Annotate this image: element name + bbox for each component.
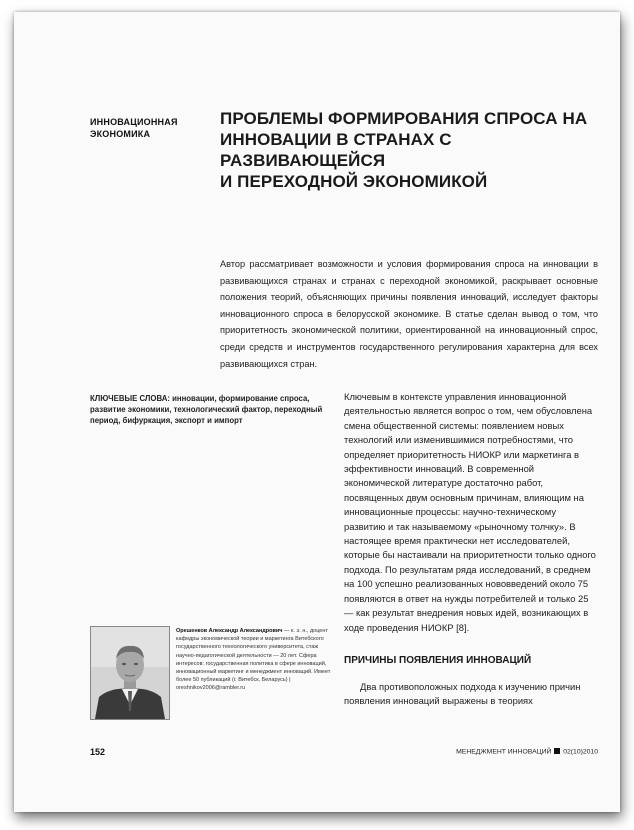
journal-name: МЕНЕДЖМЕНТ ИННОВАЦИЙ	[456, 748, 552, 756]
title-line: ИННОВАЦИИ В СТРАНАХ С РАЗВИВАЮЩЕЙСЯ	[220, 130, 452, 170]
section-label	[90, 116, 200, 140]
journal-footer	[448, 748, 598, 756]
author-photo	[90, 626, 170, 720]
title-line: ПРОБЛЕМЫ ФОРМИРОВАНИЯ СПРОСА НА	[220, 109, 588, 128]
body-paragraph: Два противоположных подхода к изучению причин появления инноваций выражены в теориях	[344, 681, 581, 707]
author-bio: — к. э. н., доцент кафедры экономической теории и маркетинга Витебского государственного технологического университета, стаж научно-педагогической деятельности — 20 лет. Сфера интересов: государственная политика в сфере инноваций, инновационный маркетинг и менеджмент инноваций. Имеет более 50 публикаций (г. Витебск, Беларусь) | oreshnikov2006@rambler.ru	[176, 628, 331, 692]
journal-page	[14, 12, 620, 812]
body-paragraph: Ключевым в контексте управления инновационной деятельностью является вопрос о том, чем обусловлена смена общественной системы: появлением новых технологий или изменившимися потребностями, что определяет приоритетность НИОКР или маркетинга в эффективности инноваций. В современной экономической литературе достаточно работ, посвященных двум основным причинам, влияющим на инновационные процессы: научно-техническому развитию и так называемому «рыночному толчку». В настоящее время практически нет исследователей, которые бы настаивали на приоритетности только одного подхода. По результатам ряда исследований, в среднем на 100 успешно реализованных нововведений около 75 появляются в ответ на нужды потребителей и только 25 — как результат внедрения новых идей, возникающих в ходе проведения НИОКР [8].	[344, 391, 596, 633]
article-title	[220, 108, 590, 192]
author-info	[176, 627, 332, 693]
journal-issue: 02(10)2010	[563, 748, 598, 756]
section-label-line: ЭКОНОМИКА	[90, 129, 151, 139]
abstract: Автор рассматривает возможности и условия формирования спроса на инновации в развивающихся странах и странах с переходной экономикой, раскрывает основные положения теорий, объясняющих причины появления инноваций, исследует факторы инновационного спроса в белорусской экономике. В статье сделан вывод о том, что приоритетность экономической политики, ориентированной на инновационный спрос, среди средств и инструментов государственного регулирования характерна для всех развивающихся стран.	[220, 259, 598, 369]
title-line: И ПЕРЕХОДНОЙ ЭКОНОМИКОЙ	[220, 172, 488, 191]
section-label-line: ИННОВАЦИОННАЯ	[90, 117, 178, 127]
body-column	[344, 390, 598, 635]
keywords: КЛЮЧЕВЫЕ СЛОВА: инновации, формирование спроса, развитие экономики, технологический фактор, переходный период, бифуркация, экспорт и импорт	[90, 394, 323, 425]
section-heading: ПРИЧИНЫ ПОЯВЛЕНИЯ ИННОВАЦИЙ	[344, 655, 532, 666]
page-number: 152	[90, 747, 106, 757]
author-name: Орешенков Александр Александрович	[176, 628, 283, 634]
author-portrait-icon	[91, 627, 169, 719]
square-icon	[554, 748, 560, 754]
